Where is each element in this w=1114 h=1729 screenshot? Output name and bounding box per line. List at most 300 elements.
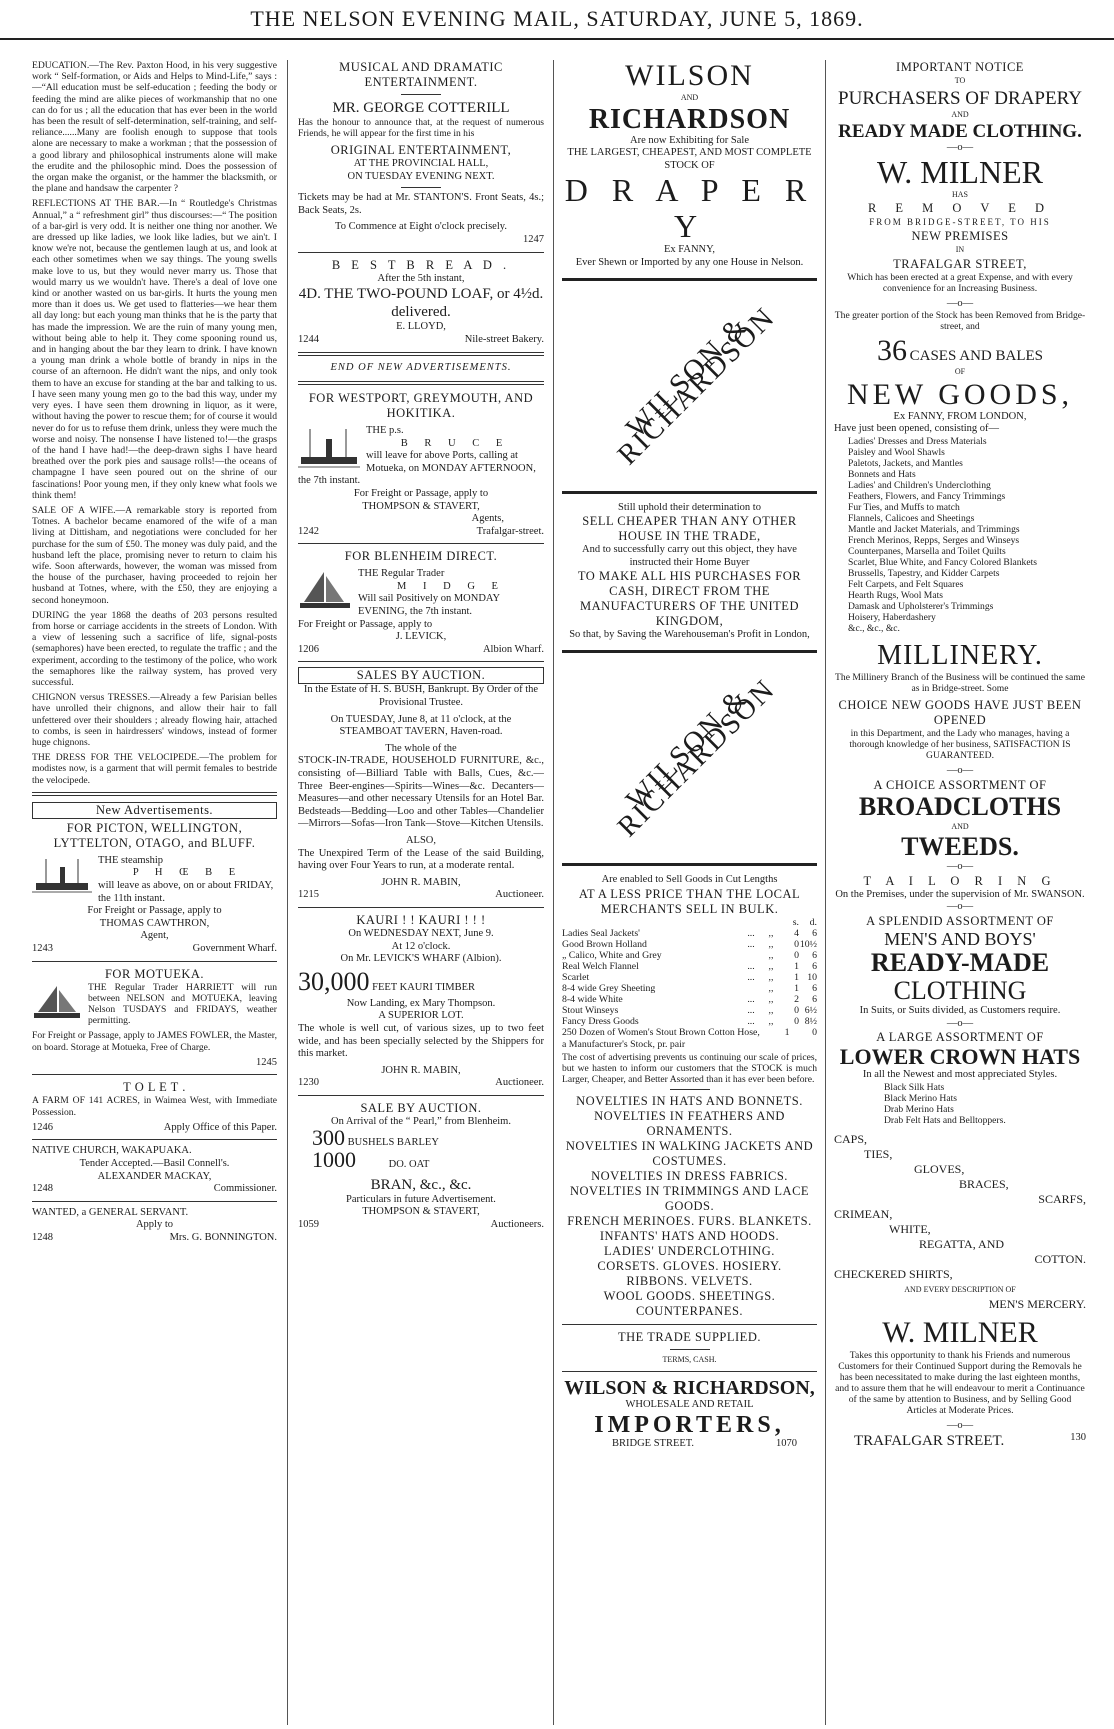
splendid-assortment: A SPLENDID ASSORTMENT OF bbox=[866, 913, 1054, 928]
musical-venue: AT THE PROVINCIAL HALL, bbox=[353, 158, 489, 169]
wear-gloves: GLOVES, bbox=[914, 1161, 965, 1176]
price-m: ,, bbox=[768, 993, 774, 1005]
phoebe-address: Government Wharf. bbox=[192, 942, 277, 954]
price-item: 8-4 wide White bbox=[562, 993, 623, 1005]
church-title: Commissioner. bbox=[213, 1183, 277, 1195]
ad-number: 1206 bbox=[298, 643, 319, 655]
end-of-new-ads: END OF NEW ADVERTISEMENTS. bbox=[330, 362, 512, 374]
price-m: ,, bbox=[768, 982, 774, 994]
wr-exhibiting: Are now Exhibiting for Sale bbox=[630, 134, 749, 146]
price-s: 1 bbox=[794, 971, 799, 983]
wear-regatta: REGATTA, AND bbox=[919, 1236, 1005, 1251]
price-q bbox=[741, 950, 761, 961]
sale-by-auction-heading: SALE BY AUCTION. bbox=[360, 1100, 482, 1115]
wr-cost: The cost of advertising prevents us continuing our scale of prices, but we hasten to inform our customers that the STOCK is much Larger, Cheaper, and Better Assorted than it has ever been before. bbox=[562, 1051, 817, 1085]
price-item: Real Welch Flannel bbox=[562, 960, 639, 972]
wear-braces: BRACES, bbox=[959, 1176, 1009, 1191]
price-q: ... bbox=[747, 960, 755, 972]
price-d: 10 bbox=[807, 971, 817, 983]
of-label: OF bbox=[954, 367, 966, 377]
price-m: ,, bbox=[768, 1004, 774, 1016]
phoebe-apply: For Freight or Passage, apply to bbox=[87, 905, 222, 917]
musical-title: ORIGINAL ENTERTAINMENT, bbox=[330, 143, 512, 157]
musical-heading: MUSICAL AND DRAMATIC ENTERTAINMENT. bbox=[339, 60, 503, 89]
newest-styles: In all the Newest and most appreciated Styles. bbox=[862, 1069, 1058, 1081]
price-s: 0 bbox=[794, 949, 799, 961]
and-label: AND bbox=[951, 821, 969, 831]
wanted-apply: Apply to bbox=[135, 1219, 174, 1231]
ready-made-title: READY-MADE bbox=[870, 947, 1050, 977]
masthead: THE NELSON EVENING MAIL, SATURDAY, JUNE 5, 1869. bbox=[0, 0, 1114, 40]
price-d: 6 bbox=[812, 949, 817, 961]
trafalgar-street: TRAFALGAR STREET, bbox=[893, 256, 1027, 271]
phoebe-agent: THOMAS CAWTHRON, bbox=[99, 917, 210, 929]
price-m: ,, bbox=[768, 1015, 774, 1027]
banner-text: WILSON & RICHARDSON bbox=[611, 300, 782, 471]
price-header-d: d. bbox=[809, 916, 817, 928]
wr-uphold: Still uphold their determination to bbox=[618, 501, 761, 513]
price-s: 0 bbox=[794, 938, 799, 950]
divider bbox=[298, 352, 544, 356]
price-q bbox=[741, 983, 761, 994]
ad-number: 1242 bbox=[298, 525, 319, 537]
ad-number: 1248 bbox=[32, 1183, 53, 1195]
goods-item: Damask and Upholsterer's Trimmings bbox=[848, 600, 994, 612]
novelty-item: NOVELTIES IN HATS AND BONNETS. bbox=[576, 1093, 803, 1108]
goods-item: Hoisery, Haberdashery bbox=[848, 611, 936, 623]
goods-item: Ladies' and Children's Underclothing bbox=[848, 479, 991, 491]
column-1 bbox=[32, 60, 277, 1725]
milner-erected: Which has been erected at a great Expense, and with every convenience for an Increasing Business. bbox=[847, 271, 1073, 294]
phoebe-line-3: will leave as above, on or about FRIDAY, the 11th instant. bbox=[98, 879, 274, 904]
to-let-heading: T O L E T . bbox=[123, 1080, 186, 1095]
goods-item: Felt Carpets, and Felt Squares bbox=[848, 578, 964, 590]
milner-thanks: Takes this opportunity to thank his Friends and numerous Customers for their Continued Support during the Removals he has been necessitated to make during the last eighteen months, and to assure them that he will endeavour to merit a Continuance of the same by attention to Business, and by Selling Good Articles at Moderate Prices. bbox=[835, 1349, 1085, 1416]
wear-cotton: COTTON. bbox=[1034, 1251, 1086, 1266]
bread-price: 4D. THE TWO-POUND LOAF, or 4½d. delivered. bbox=[298, 286, 544, 321]
midge-line-1: THE Regular Trader bbox=[358, 568, 445, 580]
goods-item: &c., &c., &c. bbox=[848, 622, 900, 634]
oat-quantity: 1000 bbox=[312, 1147, 356, 1173]
millinery-heading: MILLINERY. bbox=[877, 639, 1043, 671]
price-s: 0 bbox=[794, 1015, 799, 1027]
wear-scarfs: SCARFS, bbox=[1038, 1191, 1086, 1206]
milner-opened: Have just been opened, consisting of— bbox=[834, 423, 1000, 435]
from-bridge-street: FROM BRIDGE-STREET, TO HIS bbox=[869, 217, 1051, 228]
wear-ties: TIES, bbox=[864, 1146, 893, 1161]
choice-new-goods: CHOICE NEW GOODS HAVE JUST BEEN OPENED bbox=[838, 697, 1082, 727]
price-item: Fancy Dress Goods bbox=[562, 1015, 639, 1027]
important-notice: IMPORTANT NOTICE bbox=[896, 60, 1024, 74]
novelty-item: RIBBONS. VELVETS. bbox=[626, 1273, 753, 1288]
kauri-body: The whole is well cut, of various sizes, up to two feet wide, and has been specially selected by the Shippers for this market. bbox=[298, 1022, 544, 1060]
midge-name: M I D G E bbox=[397, 580, 505, 592]
separator-o: —o— bbox=[946, 764, 974, 776]
wr-ever-shewn: Ever Shewn or Imported by any one House in Nelson. bbox=[575, 256, 804, 268]
and-label: AND bbox=[951, 109, 969, 119]
price-item: Stout Winseys bbox=[562, 1004, 619, 1016]
separator-o: —o— bbox=[946, 861, 974, 873]
price-s: 1 bbox=[794, 982, 799, 994]
midge-body: Will sail Positively on MONDAY EVENING, the 7th instant. bbox=[358, 593, 500, 618]
price-s: 4 bbox=[794, 927, 799, 939]
banner-text: WILSON & RICHARDSON bbox=[611, 672, 782, 843]
column-3 bbox=[562, 60, 817, 1725]
hose-item: 250 Dozen of Women's Stout Brown Cotton Hose, a Manufacturer's Stock, pr. pair bbox=[562, 1026, 760, 1051]
hose-d: 0 bbox=[812, 1026, 817, 1038]
kauri-time: At 12 o'clock. bbox=[391, 940, 451, 952]
article-education: EDUCATION.—The Rev. Paxton Hood, in his very suggestive work “ Self-formation, or Aids and Helps to Mind-Life,” says :—“All education must be self-education ; feeding the body or feeding the mind are alike pieces of workmanship that no one can do for us ; all the education that has ever been in the world has been the result of self-determination, self-training, and self-reliance......Many are foolish enough to suppose that tools alone are necessary to make a workman ; that the possession of a good library and philosophical instruments alone will make the erudite and the philosophic mind. Does the possession of the organ make the organist, or the hammer the blacksmith, or the plane and handsaw the carpenter ? bbox=[32, 60, 277, 195]
midge-apply: For Freight or Passage, apply to bbox=[298, 618, 433, 630]
price-d: 6 bbox=[812, 960, 817, 972]
wr-cut-lengths: Are enabled to Sell Goods in Cut Lengths bbox=[601, 873, 778, 885]
auctioneer-name: JOHN R. MABIN, bbox=[381, 1064, 461, 1076]
goods-item: Mantle and Jacket Materials, and Trimmings bbox=[848, 523, 1020, 535]
bruce-apply: For Freight or Passage, apply to bbox=[353, 487, 489, 499]
wr-make-purchases: TO MAKE ALL HIS PURCHASES FOR CASH, DIRECT FROM THE MANUFACTURERS OF THE UNITED KINGDOM, bbox=[577, 569, 802, 629]
novelty-item: FRENCH MERINOES. FURS. BLANKETS. bbox=[567, 1213, 812, 1228]
milner-title: W. MILNER bbox=[877, 153, 1043, 190]
sales-lease: The Unexpired Term of the Lease of the said Building, having over Four Years to run, at a moderate rental. bbox=[298, 847, 544, 872]
separator-o: —o— bbox=[946, 297, 974, 309]
price-row bbox=[562, 961, 817, 972]
motueka-heading: FOR MOTUEKA. bbox=[104, 966, 205, 981]
musical-tickets: Tickets may be had at Mr. STANTON'S. Front Seats, 4s.; Back Seats, 2s. bbox=[298, 192, 544, 216]
goods-item: French Merinos, Repps, Serges and Winseys bbox=[848, 534, 1020, 546]
price-m: ,, bbox=[768, 960, 774, 972]
divider bbox=[562, 1371, 817, 1372]
wanted-heading: WANTED, a GENERAL SERVANT. bbox=[32, 1206, 189, 1218]
article-street-accidents: DURING the year 1868 the deaths of 203 persons resulted from horse or carriage accidents in the streets of London. With a view of lessening such a sacrifice of life, signal-posts (semaphores) have been erected, to regulate the traffic ; and the experiment, according to the testimony of the police, who work the semaphores like the railway system, has proved very successful. bbox=[32, 609, 277, 688]
bruce-body: will leave for above Ports, calling at Motueka, on MONDAY AFTERNOON, the 7th instant. bbox=[298, 450, 536, 487]
price-d: 6½ bbox=[804, 1004, 817, 1016]
kauri-landing: Now Landing, ex Mary Thompson. bbox=[346, 997, 496, 1009]
midge-agent: J. LEVICK, bbox=[395, 631, 447, 643]
kauri-item: FEET KAURI TIMBER bbox=[372, 981, 475, 993]
sale-agent-title: Auctioneers. bbox=[490, 1218, 544, 1230]
auctioneer-name: JOHN R. MABIN, bbox=[381, 876, 461, 888]
goods-item: Paletots, Jackets, and Mantles bbox=[848, 457, 963, 469]
price-item: 8-4 wide Grey Sheeting bbox=[562, 982, 656, 994]
hat-item: Black Silk Hats bbox=[884, 1081, 945, 1093]
ad-number: 130 bbox=[1070, 1432, 1086, 1444]
novelty-item: WOOL GOODS. SHEETINGS. bbox=[603, 1288, 776, 1303]
diagonal-banner bbox=[562, 278, 817, 494]
price-list bbox=[562, 917, 817, 1027]
price-d: 8½ bbox=[804, 1015, 817, 1027]
divider bbox=[562, 1324, 817, 1325]
clothing-title: CLOTHING bbox=[893, 975, 1027, 1005]
ad-number: 1070 bbox=[776, 1437, 797, 1449]
to-label: TO bbox=[954, 76, 966, 85]
price-row bbox=[562, 983, 817, 994]
wr-largest: THE LARGEST, CHEAPEST, AND MOST COMPLETE STOCK OF bbox=[567, 147, 812, 171]
sailing-ship-icon bbox=[298, 570, 352, 614]
divider bbox=[298, 907, 544, 908]
price-row bbox=[562, 939, 817, 950]
divider bbox=[298, 252, 544, 253]
divider bbox=[32, 1139, 277, 1140]
musical-time: To Commence at Eight o'clock precisely. bbox=[335, 221, 507, 233]
price-m: ,, bbox=[768, 927, 774, 939]
musical-date: ON TUESDAY EVENING NEXT. bbox=[347, 170, 495, 182]
new-advertisements-heading: New Advertisements. bbox=[32, 802, 277, 819]
ad-number: 1243 bbox=[32, 942, 53, 954]
phoebe-line-1: THE steamship bbox=[98, 854, 164, 866]
tailoring-heading: T A I L O R I N G bbox=[863, 873, 1057, 888]
hat-item: Black Merino Hats bbox=[884, 1092, 958, 1104]
column-4 bbox=[834, 60, 1086, 1725]
goods-item: Flannels, Calicoes and Sheetings bbox=[848, 512, 975, 524]
divider bbox=[32, 1074, 277, 1075]
ready-made-heading: READY MADE CLOTHING. bbox=[838, 121, 1082, 143]
has-label: HAS bbox=[951, 189, 968, 199]
wr-successfully: And to successfully carry out this object, they have instructed their Home Buyer bbox=[582, 544, 797, 568]
article-velocipede: THE DRESS FOR THE VELOCIPEDE.—The problem for modistes now, is a garment that will permit females to bestride the velocipede. bbox=[32, 752, 277, 786]
wr-importers: IMPORTERS, bbox=[594, 1411, 785, 1438]
large-assortment: A LARGE ASSORTMENT OF bbox=[876, 1030, 1044, 1045]
motueka-body: THE Regular Trader HARRIETT will run between NELSON and MOTUEKA, leaving Nelson TUSDAYS and FRIDAYS, weather permitting. bbox=[88, 981, 277, 1027]
novelty-item: NOVELTIES IN TRIMMINGS AND LACE GOODS. bbox=[569, 1183, 810, 1213]
sale-agent: THOMPSON & STAVERT, bbox=[362, 1206, 480, 1218]
goods-item: Brussells, Tapestry, and Kidder Carpets bbox=[848, 567, 1000, 579]
price-m: ,, bbox=[768, 971, 774, 983]
and-label: AND bbox=[680, 93, 699, 102]
bruce-agent: THOMPSON & STAVERT, bbox=[362, 500, 480, 512]
mercery-block bbox=[834, 1132, 1086, 1312]
sales-date: On TUESDAY, June 8, at 11 o'clock, at the STEAMBOAT TAVERN, Haven-road. bbox=[330, 713, 512, 738]
phoebe-ad bbox=[32, 855, 277, 905]
bran: BRAN, &c., &c. bbox=[370, 1176, 472, 1193]
choice-assortment: A CHOICE ASSORTMENT OF bbox=[873, 777, 1047, 792]
sailing-ship-icon bbox=[32, 984, 82, 1022]
ad-number: 1246 bbox=[32, 1121, 53, 1133]
price-s: 0 bbox=[794, 1004, 799, 1016]
wr-less-price: AT A LESS PRICE THAN THE LOCAL MERCHANTS SELL IN BULK. bbox=[578, 886, 801, 916]
price-q: ... bbox=[747, 971, 755, 983]
novelty-item: NOVELTIES IN DRESS FABRICS. bbox=[591, 1168, 788, 1183]
price-q: ... bbox=[747, 927, 755, 939]
separator-o: —o— bbox=[946, 142, 974, 154]
ad-number: 1248 bbox=[32, 1231, 53, 1243]
new-goods-heading: NEW GOODS, bbox=[846, 377, 1074, 411]
divider bbox=[298, 543, 544, 544]
price-s: 1 bbox=[794, 960, 799, 972]
bruce-agent-title: Agents, bbox=[471, 513, 504, 525]
novelties-list bbox=[562, 1094, 817, 1319]
wanted-name: Mrs. G. BONNINGTON. bbox=[169, 1231, 277, 1243]
wr-sell-cheaper: SELL CHEAPER THAN ANY OTHER HOUSE IN THE TRADE, bbox=[582, 514, 797, 544]
motueka-apply: For Freight or Passage, apply to JAMES FOWLER, the Master, on board. Storage at Motueka, Free of Charge. bbox=[32, 1030, 277, 1053]
novelty-item: NOVELTIES IN WALKING JACKETS AND COSTUMES. bbox=[565, 1138, 814, 1168]
ad-number: 1245 bbox=[256, 1056, 277, 1068]
goods-item: Hearth Rugs, Wool Mats bbox=[848, 589, 943, 601]
price-row bbox=[562, 950, 817, 961]
divider bbox=[32, 1201, 277, 1202]
price-header-s: s. bbox=[792, 916, 799, 928]
wear-crimean: CRIMEAN, bbox=[834, 1206, 893, 1221]
trade-supplied: THE TRADE SUPPLIED. bbox=[618, 1329, 761, 1344]
separator-o: —o— bbox=[946, 1017, 974, 1029]
price-s: 2 bbox=[794, 993, 799, 1005]
richardson-title: RICHARDSON bbox=[588, 103, 791, 135]
blenheim-heading: FOR BLENHEIM DIRECT. bbox=[344, 549, 498, 564]
price-m: ,, bbox=[768, 949, 774, 961]
goods-item: Feathers, Flowers, and Fancy Trimmings bbox=[848, 490, 1006, 502]
ex-fanny: Ex FANNY, FROM LONDON, bbox=[893, 410, 1027, 422]
price-m: ,, bbox=[768, 938, 774, 950]
price-item: Ladies Seal Jackets' bbox=[562, 927, 640, 939]
price-row bbox=[562, 928, 817, 939]
church-heading: NATIVE CHURCH, WAKAPUAKA. bbox=[32, 1145, 192, 1157]
separator-o: —o— bbox=[946, 1419, 974, 1431]
musical-body: Has the honour to announce that, at the request of numerous Friends, he will appear for the first time in his bbox=[298, 117, 544, 139]
goods-item: Fur Ties, and Muffs to match bbox=[848, 501, 960, 513]
article-sale-of-wife: SALE OF A WIFE.—A remarkable story is reported from Totnes. A bachelor became enamored of the wife of a man living at Dittisham, and negotiations were concluded for her purchase for the sum of £50. The money was duly paid, and the husband left the place, promising never to return to claim his wife. Soon afterwards, however, the woman was missed from the house of the purchaser, having proceeded to rejoin her husband at Totnes, where, with the £50, they are enjoying a second honeymoon. bbox=[32, 504, 277, 606]
kauri-place: On Mr. LEVICK'S WHARF (Albion). bbox=[340, 953, 502, 965]
divider bbox=[298, 1095, 544, 1096]
broadcloths-heading: BROADCLOTHS bbox=[858, 791, 1062, 821]
millinery-branch: The Millinery Branch of the Business will be continued the same as in Bridge-street. Some bbox=[835, 671, 1085, 694]
goods-item: Counterpanes, Marsella and Toilet Quilts bbox=[848, 545, 1006, 557]
price-row bbox=[562, 1016, 817, 1027]
hat-item: Drab Merino Hats bbox=[884, 1103, 954, 1115]
diagonal-banner bbox=[562, 650, 817, 866]
drapery-title: D R A P E R Y bbox=[564, 172, 815, 245]
price-row bbox=[562, 1005, 817, 1016]
price-d: 6 bbox=[812, 993, 817, 1005]
article-reflections: REFLECTIONS AT THE BAR.—In “ Routledge's Christmas Annual,” a “ refreshment girl” thus discourses:—“ The position of a bar-girl is very odd. It is neither one thing nor another. We are dressed up like ladies, we look like ladies, but we ain't. I know we're not, because the gentlemen laugh at us, and look at each other sometimes when we say things. The young swells make love to us, but they would never marry us. Those that would marry us we wouldn't have. There's a deal of love one kind or another wasted on us bar-girls. It hurts the young men more than it does us. We get used to flatteries—we hear them all day long: but each young man thinks that he is the party that has made the impression. We are the ruin of many young men, without being able to help it. They come spooning round us, and in hanging about the bar they learn to drink. I have known a young man drink a whole bottle of brandy in nips in the course of an afternoon. He didn't want the nips, and only took them to have an excuse for standing at the bar and talking to us. I have seen many young men go to the bad this way, under my very eyes. I have seen them drowning in liquor, as it were, without having the power to rescue them; for of course it would never do for us to refuse them drink, unless they were much the worse and noisy. The nonsense I have listened to!—the grasps of the hand I have had!—the deep-drawn sighs I have heard breathed over the pork pies and sausage rolls!—the oceans of champagne I have seen poured out on the shrine of our fascinations! Poor young men, if they only knew what fools we think them! bbox=[32, 198, 277, 501]
tweeds-heading: TWEEDS. bbox=[901, 832, 1019, 862]
auctioneer-title: Auctioneer. bbox=[495, 889, 544, 901]
musical-performer: MR. GEORGE COTTERILL bbox=[332, 100, 510, 116]
milner-signoff: W. MILNER bbox=[882, 1315, 1038, 1349]
removed-heading: R E M O V E D bbox=[867, 201, 1053, 216]
kauri-superior: A SUPERIOR LOT. bbox=[378, 1010, 464, 1022]
bruce-name: B R U C E bbox=[400, 437, 510, 449]
in-label: IN bbox=[955, 244, 965, 254]
column-rule bbox=[287, 60, 288, 1725]
ad-number: 1230 bbox=[298, 1077, 319, 1089]
bread-heading: B E S T B R E A D . bbox=[331, 257, 511, 272]
picton-heading: FOR PICTON, WELLINGTON, LYTTELTON, OTAGO, and BLUFF. bbox=[53, 820, 256, 850]
novelty-item: COUNTERPANES. bbox=[635, 1303, 744, 1318]
price-q: ... bbox=[747, 1015, 755, 1027]
price-item: Good Brown Holland bbox=[562, 938, 647, 950]
kauri-date: On WEDNESDAY NEXT, June 9. bbox=[348, 927, 494, 939]
ad-number: 1215 bbox=[298, 889, 319, 901]
price-row bbox=[562, 994, 817, 1005]
sales-also: ALSO, bbox=[405, 834, 437, 846]
church-name: ALEXANDER MACKAY, bbox=[97, 1170, 212, 1182]
price-row bbox=[562, 972, 817, 983]
to-let-apply: Apply Office of this Paper. bbox=[163, 1121, 277, 1133]
goods-list bbox=[834, 436, 1086, 634]
sales-whole: The whole of the bbox=[385, 742, 457, 754]
ad-number: 1247 bbox=[523, 233, 544, 245]
bruce-line-1: THE p.s. bbox=[366, 424, 404, 436]
hose-s: 1 bbox=[784, 1026, 790, 1038]
wr-saving: So that, by Saving the Warehouseman's Profit in London, bbox=[569, 629, 810, 641]
oat-item: DO. OAT bbox=[388, 1159, 430, 1171]
steamship-icon bbox=[298, 427, 360, 471]
phoebe-name: P H Œ B E bbox=[132, 867, 243, 879]
wear-caps: CAPS, bbox=[834, 1131, 868, 1146]
wear-mercery: MEN'S MERCERY. bbox=[988, 1296, 1086, 1311]
wear-every: AND EVERY DESCRIPTION OF bbox=[904, 1284, 1016, 1294]
kauri-heading: KAURI ! ! KAURI ! ! ! bbox=[356, 912, 486, 927]
price-d: 10½ bbox=[799, 938, 817, 950]
sales-stock: STOCK-IN-TRADE, HOUSEHOLD FURNITURE, &c., consisting of—Billiard Table with Balls, Cues, &c.—Three Beer-engines—Spirits—Wines—&c. Decanters—Measures—and other necessary Utensils for an Hotel Bar. Bedsteads—Bedding—Loo and other Tables—Chandelier—Mirrors—Sofas—Iron Tank—Stove—Kitchen Utensils. bbox=[298, 755, 544, 830]
barley-quantity: 300 bbox=[312, 1125, 345, 1151]
bread-date: After the 5th instant, bbox=[377, 272, 465, 284]
column-2 bbox=[298, 60, 544, 1725]
sale-particulars: Particulars in future Advertisement. bbox=[346, 1193, 496, 1205]
suits-line: In Suits, or Suits divided, as Customers require. bbox=[859, 1004, 1061, 1016]
wear-shirts: CHECKERED SHIRTS, bbox=[834, 1266, 953, 1281]
to-let-body: A FARM OF 141 ACRES, in Waimea West, with Immediate Possession. bbox=[32, 1095, 277, 1118]
steamship-icon bbox=[32, 857, 92, 897]
wr-wholesale: WHOLESALE AND RETAIL bbox=[625, 1399, 754, 1411]
sales-by-auction-heading: SALES BY AUCTION. bbox=[298, 667, 544, 684]
price-q: ... bbox=[747, 1004, 755, 1016]
phoebe-agent-title: Agent, bbox=[140, 930, 169, 942]
terms-cash: TERMS, CASH. bbox=[662, 1354, 717, 1364]
ad-number: 1059 bbox=[298, 1218, 319, 1230]
sale-arrival: On Arrival of the “ Pearl,” from Blenheim. bbox=[331, 1115, 511, 1127]
milner-removed: The greater portion of the Stock has been Removed from Bridge-street, and bbox=[834, 310, 1086, 333]
wr-signoff: WILSON & RICHARDSON, bbox=[564, 1377, 815, 1400]
price-item: „ Calico, White and Grey bbox=[562, 949, 662, 961]
wr-address: BRIDGE STREET. bbox=[612, 1437, 695, 1449]
goods-item: Paisley and Wool Shawls bbox=[848, 446, 945, 458]
tailoring-premises: On the Premises, under the supervision of Mr. SWANSON. bbox=[835, 888, 1085, 900]
goods-item: Bonnets and Hats bbox=[848, 468, 916, 480]
novelty-item: LADIES' UNDERCLOTHING. bbox=[604, 1243, 775, 1258]
new-premises: NEW PREMISES bbox=[911, 228, 1009, 243]
price-q: ... bbox=[747, 993, 755, 1005]
novelty-item: INFANTS' HATS AND HOODS. bbox=[599, 1228, 780, 1243]
barley-item: BUSHELS BARLEY bbox=[347, 1137, 439, 1149]
church-tender: Tender Accepted.—Basil Connell's. bbox=[79, 1157, 230, 1169]
column-rule bbox=[553, 60, 554, 1725]
cases-count: 36 bbox=[877, 334, 907, 368]
bruce-address: Trafalgar-street. bbox=[476, 525, 544, 537]
ad-number: 1244 bbox=[298, 333, 319, 345]
column-rule bbox=[825, 60, 826, 1725]
trafalgar-signoff: TRAFALGAR STREET. bbox=[854, 1433, 1005, 1450]
divider bbox=[32, 961, 277, 962]
hats-list bbox=[834, 1082, 1086, 1126]
westport-heading: FOR WESTPORT, GREYMOUTH, AND HOKITIKA. bbox=[308, 390, 534, 420]
purchasers-heading: PURCHASERS OF DRAPERY bbox=[838, 87, 1082, 109]
price-q: ... bbox=[747, 938, 755, 950]
divider bbox=[298, 661, 544, 662]
mens-boys: MEN'S AND BOYS' bbox=[884, 928, 1036, 949]
price-d: 6 bbox=[812, 982, 817, 994]
auctioneer-title: Auctioneer. bbox=[495, 1077, 544, 1089]
novelty-item: NOVELTIES IN FEATHERS AND ORNAMENTS. bbox=[594, 1108, 785, 1138]
sales-estate: In the Estate of H. S. BUSH, Bankrupt. By Order of the Provisional Trustee. bbox=[303, 684, 539, 709]
wilson-title: WILSON bbox=[625, 60, 754, 92]
price-d: 6 bbox=[812, 927, 817, 939]
wr-ex-fanny: Ex FANNY, bbox=[664, 244, 715, 256]
novelty-item: CORSETS. GLOVES. HOSIERY. bbox=[597, 1258, 782, 1273]
bread-address: Nile-street Bakery. bbox=[464, 333, 544, 345]
millinery-dept: in this Department, and the Lady who manages, having a thorough knowledge of her business, SATISFACTION IS GUARANTEED. bbox=[849, 727, 1071, 761]
divider bbox=[32, 792, 277, 796]
article-chignon: CHIGNON versus TRESSES.—Already a few Parisian belles have unrolled their chignons, and allow their hair to fall unfettered over their shoulders ; already flowing hair, attached to combs, is seen in hairdressers' windows, instead of former huge chignons. bbox=[32, 692, 277, 748]
